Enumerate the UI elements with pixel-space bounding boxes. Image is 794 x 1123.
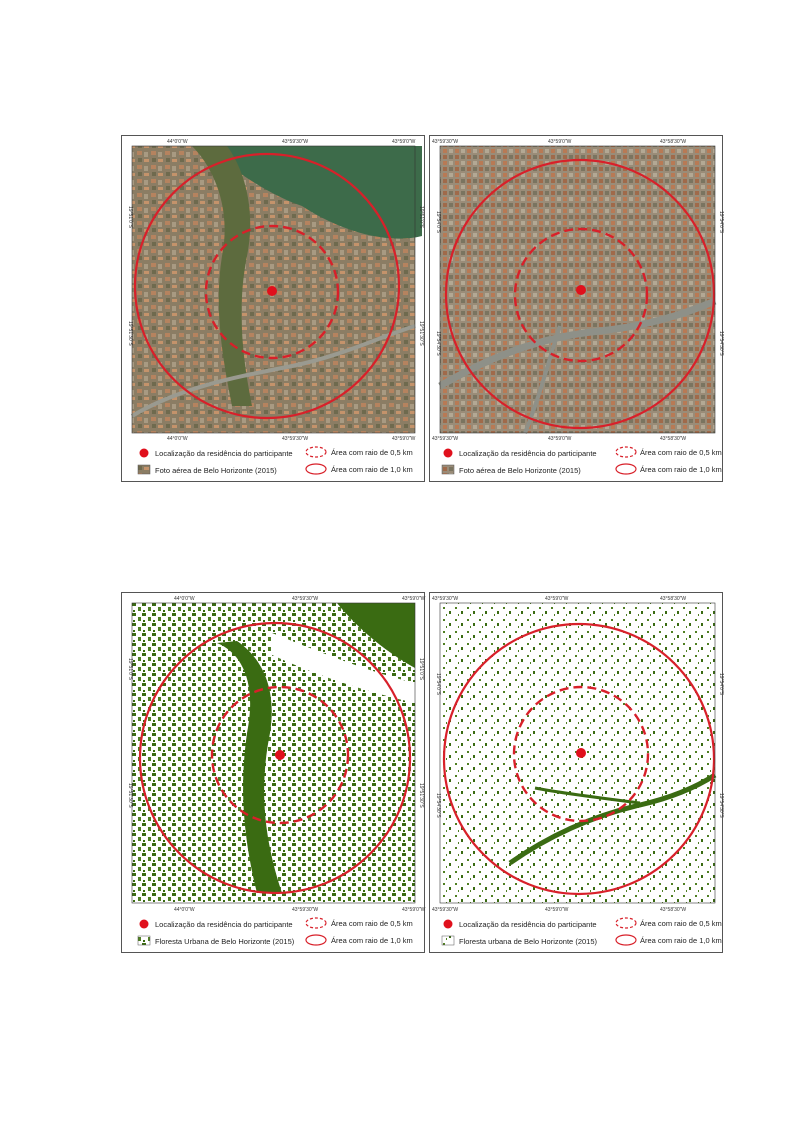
legend-solid-icon [306, 935, 326, 945]
tick-top: 43°58'30"W [660, 596, 687, 602]
tick-top: 43°59'30"W [432, 596, 459, 602]
legend-base-icon [138, 936, 150, 945]
tick-left: 19°51'30"S [127, 783, 133, 808]
participant-marker [267, 286, 277, 296]
tick-left: 19°54'0"S [435, 673, 441, 695]
legend-marker-icon [140, 449, 149, 458]
tick-bottom: 43°59'0"W [402, 907, 426, 913]
tick-top: 43°59'0"W [548, 139, 572, 145]
participant-marker [275, 750, 285, 760]
legend-marker-icon [140, 920, 149, 929]
tick-top: 44°0'0"W [167, 139, 188, 145]
tick-top: 43°59'0"W [392, 139, 416, 145]
legend-marker-label: Localização da residência do participante [155, 920, 293, 929]
legend-base-label: Floresta Urbana de Belo Horizonte (2015) [155, 937, 295, 946]
tick-bottom: 44°0'0"W [174, 907, 195, 913]
legend-marker-icon [444, 920, 453, 929]
legend-solid-icon [616, 935, 636, 945]
legend-dashed-icon [306, 918, 326, 928]
legend-dashed-icon [306, 447, 326, 457]
tick-right: 19°51'30"S [418, 321, 424, 346]
legend-solid-label: Área com raio de 1,0 km [331, 936, 413, 945]
tick-top: 43°59'30"W [432, 139, 459, 145]
legend-dashed-label: Área com raio de 0,5 km [331, 448, 413, 457]
legend-solid-label: Área com raio de 1,0 km [640, 936, 722, 945]
legend-dashed-icon [616, 447, 636, 457]
tick-bottom: 44°0'0"W [167, 436, 188, 442]
tick-right: 19°54'30"S [718, 793, 724, 818]
legend-dashed-label: Área com raio de 0,5 km [640, 919, 722, 928]
legend-dashed-label: Área com raio de 0,5 km [331, 919, 413, 928]
map-svg [430, 593, 724, 954]
legend-base-label: Floresta urbana de Belo Horizonte (2015) [459, 937, 597, 946]
legend-solid-label: Área com raio de 1,0 km [331, 465, 413, 474]
tick-top: 43°59'30"W [292, 596, 319, 602]
legend-dashed-label: Área com raio de 0,5 km [640, 448, 722, 457]
legend-marker-label: Localização da residência do participante [459, 449, 597, 458]
tick-left: 19°51'0"S [127, 206, 133, 228]
legend-solid-label: Área com raio de 1,0 km [640, 465, 722, 474]
legend-solid-icon [306, 464, 326, 474]
map-svg [430, 136, 724, 483]
legend-dashed-icon [616, 918, 636, 928]
legend-marker-label: Localização da residência do participante [155, 449, 293, 458]
legend-base-icon [442, 465, 454, 474]
tick-bottom: 43°59'30"W [432, 907, 459, 913]
tick-left: 19°51'0"S [127, 658, 133, 680]
legend-base-icon [442, 936, 454, 945]
tick-right: 19°54'0"S [718, 673, 724, 695]
map-svg [122, 593, 426, 954]
tick-top: 43°59'0"W [402, 596, 426, 602]
legend-base-label: Foto aérea de Belo Horizonte (2015) [155, 466, 277, 475]
legend-base-icon [138, 465, 150, 474]
legend-base-label: Foto aérea de Belo Horizonte (2015) [459, 466, 581, 475]
map-panel-top-right [429, 135, 723, 482]
tick-bottom: 43°59'0"W [545, 907, 569, 913]
tick-top: 43°59'0"W [545, 596, 569, 602]
tick-right: 19°51'0"S [418, 658, 424, 680]
tick-right: 19°54'30"S [718, 331, 724, 356]
tick-left: 19°54'30"S [435, 793, 441, 818]
tick-bottom: 43°58'30"W [660, 907, 687, 913]
tick-top: 44°0'0"W [174, 596, 195, 602]
legend-marker-icon [444, 449, 453, 458]
tick-bottom: 43°59'30"W [292, 907, 319, 913]
legend-solid-icon [616, 464, 636, 474]
tick-bottom: 43°58'30"W [660, 436, 687, 442]
tick-bottom: 43°59'30"W [432, 436, 459, 442]
participant-marker [576, 748, 586, 758]
map-panel-bottom-left [121, 592, 425, 953]
participant-marker [576, 285, 586, 295]
map-svg [122, 136, 426, 483]
tick-left: 19°54'30"S [435, 331, 441, 356]
tick-bottom: 43°59'30"W [282, 436, 309, 442]
map-panel-top-left [121, 135, 425, 482]
tick-left: 19°54'0"S [435, 211, 441, 233]
legend-marker-label: Localização da residência do participante [459, 920, 597, 929]
tick-right: 19°54'0"S [718, 211, 724, 233]
tick-right: 19°51'0"S [418, 206, 424, 228]
tick-right: 19°51'30"S [418, 783, 424, 808]
tick-bottom: 43°59'0"W [548, 436, 572, 442]
tick-top: 43°58'30"W [660, 139, 687, 145]
tick-top: 43°59'30"W [282, 139, 309, 145]
map-panel-bottom-right [429, 592, 723, 953]
tick-bottom: 43°59'0"W [392, 436, 416, 442]
tick-left: 19°51'30"S [127, 321, 133, 346]
